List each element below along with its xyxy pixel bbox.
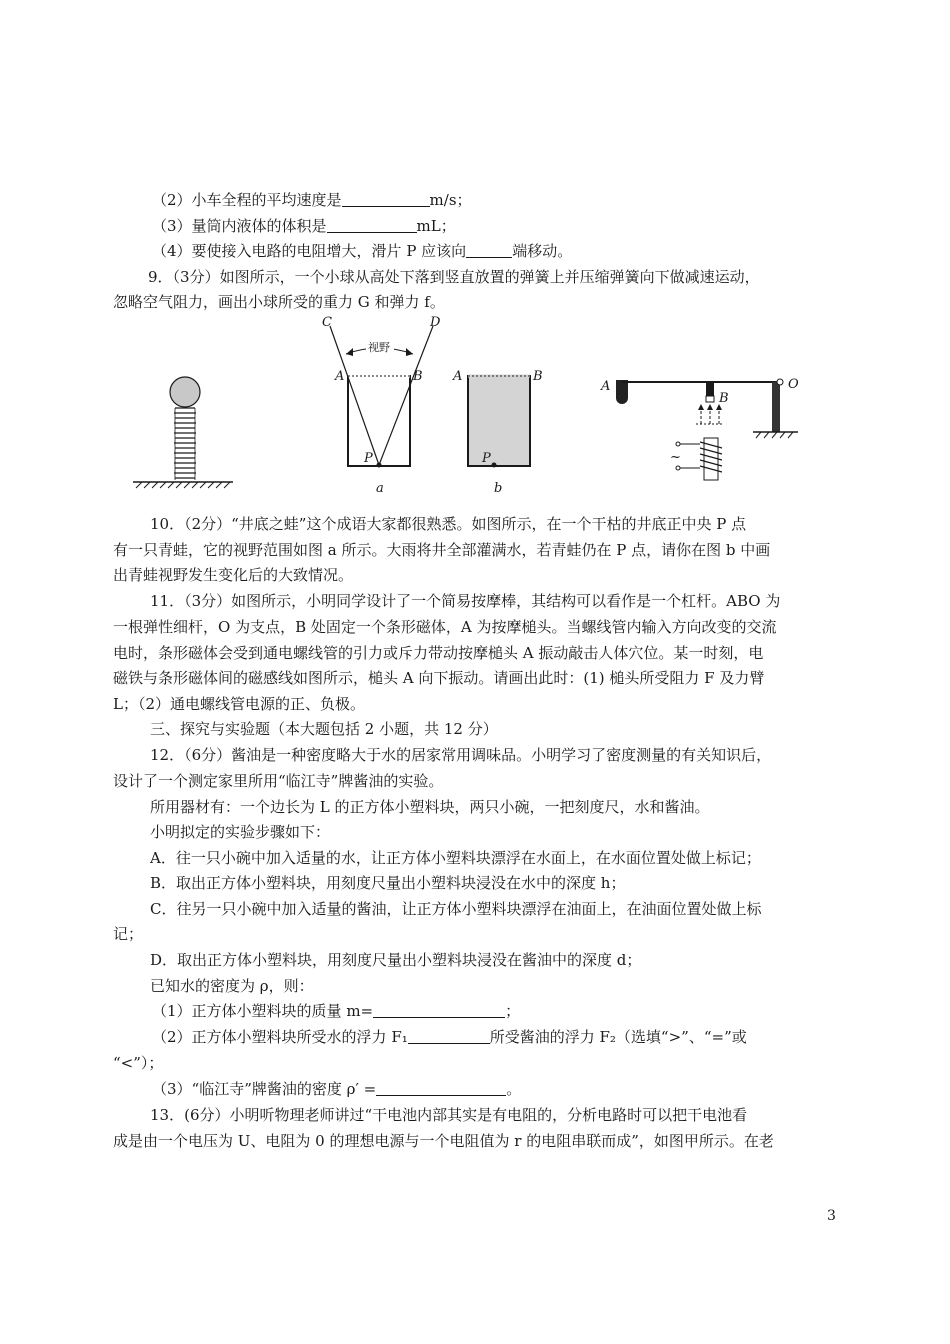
question-9-line-1: 9．（3分）如图所示，一个小球从高处下落到竖直放置的弹簧上并压缩弹簧向下做减速运动， bbox=[148, 268, 760, 286]
question-12-sub-2 bbox=[152, 1027, 747, 1047]
figure-ball-spring bbox=[128, 370, 238, 495]
question-13-line-2: 成是由一个电压为 U、电阻为 0 的理想电源与一个电阻值为 r 的电阻串联而成”，如图甲所示。在老 bbox=[113, 1132, 774, 1150]
question-12-step-b: B．取出正方体小塑料块，用刻度尺量出小塑料块浸没在水中的深度 h； bbox=[150, 874, 626, 892]
question-12-line-1: 12．（6分）酱油是一种密度略大于水的居家常用调味品。小明学习了密度测量的有关知识后， bbox=[150, 746, 772, 764]
figure-well-a bbox=[316, 312, 456, 497]
answer-blank[interactable] bbox=[376, 1080, 506, 1096]
label-view: 视野 bbox=[368, 341, 390, 354]
subquestion-3 bbox=[152, 216, 456, 236]
answer-blank[interactable] bbox=[342, 191, 430, 207]
text: ； bbox=[505, 1002, 521, 1020]
answer-blank[interactable] bbox=[373, 1002, 505, 1018]
question-13-line-1: 13．(6分）小明听物理老师讲过“干电池内部其实是有电阻的，分析电路时可以把干电池看 bbox=[150, 1106, 748, 1124]
answer-blank[interactable] bbox=[466, 242, 512, 258]
question-11-line-3: 电时，条形磁体会受到通电螺线管的引力或斥力带动按摩槌头 A 振动敲击人体穴位。某一时刻，电 bbox=[113, 644, 764, 662]
ac-symbol: ~ bbox=[670, 450, 681, 465]
question-12-line-2: 设计了一个测定家里所用“临江寺”牌酱油的实验。 bbox=[113, 772, 444, 790]
question-11-line-2: 一根弹性细杆，O 为支点，B 处固定一个条形磁体，A 为按摩槌头。当螺线管内输入方向改变的交流 bbox=[113, 618, 777, 636]
question-12-materials: 所用器材有：一个边长为 L 的正方体小塑料块，两只小碗，一把刻度尺，水和酱油。 bbox=[150, 798, 710, 816]
question-12-sub-1 bbox=[152, 1001, 520, 1021]
label-p: P bbox=[364, 451, 373, 466]
section-3-heading: 三、探究与实验题（本大题包括 2 小题，共 12 分） bbox=[150, 720, 498, 738]
label-d: D bbox=[430, 315, 441, 330]
ball bbox=[170, 377, 200, 407]
label-b: B bbox=[533, 369, 543, 384]
answer-blank[interactable] bbox=[408, 1028, 490, 1044]
caption-a: a bbox=[376, 481, 384, 496]
question-12-steps-intro: 小明拟定的实验步骤如下： bbox=[150, 823, 331, 841]
label-p: P bbox=[482, 451, 491, 466]
label-a: A bbox=[335, 369, 345, 384]
text: （4）要使接入电路的电阻增大，滑片 P 应该向 bbox=[152, 242, 467, 260]
question-11-line-4: 磁铁与条形磁体间的磁感线如图所示，槌头 A 向下振动。请画出此时：(1) 槌头所受阻力 F 及力臂 bbox=[113, 669, 765, 687]
label-o: O bbox=[788, 377, 799, 392]
text: 端移动。 bbox=[512, 242, 573, 260]
text: （2）正方体小塑料块所受水的浮力 F₁ bbox=[152, 1028, 408, 1046]
label-b: B bbox=[719, 391, 729, 406]
label-a: A bbox=[453, 369, 463, 384]
question-12-sub-2-cont: “<”）； bbox=[113, 1054, 164, 1072]
question-11-line-5: L；（2）通电螺线管电源的正、负极。 bbox=[113, 695, 366, 713]
hammer-head bbox=[616, 380, 628, 404]
figure-massager-lever bbox=[598, 368, 818, 488]
label-b: B bbox=[413, 369, 423, 384]
well-wall bbox=[348, 376, 410, 466]
text: （3）“临江寺”牌酱油的密度 ρ′ = bbox=[152, 1080, 377, 1098]
page-number: 3 bbox=[827, 1208, 836, 1224]
text: 。 bbox=[506, 1080, 522, 1098]
question-12-step-c-1: C．往另一只小碗中加入适量的酱油，让正方体小塑料块漂浮在油面上，在油面位置处做上标 bbox=[150, 900, 762, 918]
spring bbox=[174, 408, 196, 478]
text: （1）正方体小塑料块的质量 m= bbox=[152, 1002, 374, 1020]
question-10-line-1: 10．（2分）“井底之蛙”这个成语大家都很熟悉。如图所示，在一个干枯的井底正中央 P 点 bbox=[150, 515, 747, 533]
question-12-step-c-2: 记； bbox=[113, 925, 144, 943]
answer-blank[interactable] bbox=[327, 217, 417, 233]
question-10-line-2: 有一只青蛙，它的视野范围如图 a 所示。大雨将井全部灌满水，若青蛙仍在 P 点，请你在图 b 中画 bbox=[113, 541, 771, 559]
pivot-post bbox=[772, 382, 780, 432]
label-c: C bbox=[322, 315, 332, 330]
text: （3）量筒内液体的体积是 bbox=[152, 217, 327, 235]
figure-well-b bbox=[448, 362, 558, 497]
subquestion-4 bbox=[152, 241, 572, 261]
water-filled-well bbox=[468, 376, 530, 466]
question-11-line-1: 11．（3分）如图所示，小明同学设计了一个简易按摩棒，其结构可以看作是一个杠杆。ABO 为 bbox=[150, 592, 781, 610]
question-12-sub-3 bbox=[152, 1079, 521, 1099]
question-12-step-a: A．往一只小碗中加入适量的水，让正方体小塑料块漂浮在水面上，在水面位置处做上标记； bbox=[150, 849, 761, 867]
question-12-given: 已知水的密度为 ρ，则： bbox=[150, 977, 314, 995]
subquestion-2 bbox=[152, 190, 472, 210]
text: mL； bbox=[416, 217, 456, 235]
question-12-step-d: D．取出正方体小塑料块，用刻度尺量出小塑料块浸没在酱油中的深度 d； bbox=[150, 951, 642, 969]
solenoid-core bbox=[704, 438, 718, 480]
text: m/s； bbox=[429, 191, 472, 209]
question-9-line-2: 忽略空气阻力，画出小球所受的重力 G 和弹力 f。 bbox=[113, 293, 445, 311]
text: 所受酱油的浮力 F₂（选填“>”、“=”或 bbox=[489, 1028, 747, 1046]
caption-b: b bbox=[494, 481, 503, 496]
label-a: A bbox=[601, 379, 611, 394]
bar-magnet bbox=[706, 382, 714, 396]
question-10-line-3: 出青蛙视野发生变化后的大致情况。 bbox=[113, 566, 354, 584]
text: （2）小车全程的平均速度是 bbox=[152, 191, 342, 209]
